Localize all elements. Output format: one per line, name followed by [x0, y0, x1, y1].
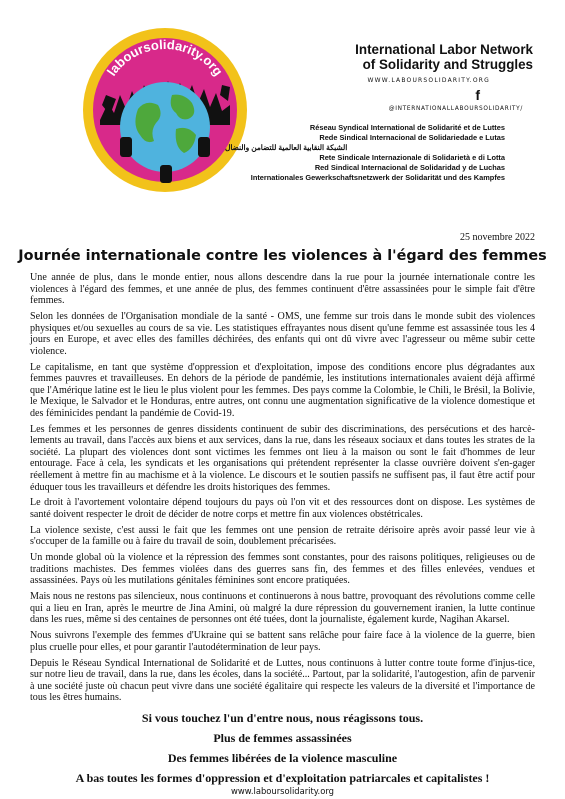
organization-title [275, 42, 533, 72]
paragraph: Selon les données de l'Organisation mondiale de la santé - OMS, une femme sur trois dans le monde subit des violences physiques et/ou sexuelles au cours de sa vie. Les statistiques effrayantes nous disent qu'une femme est assassinée tous les 4 jours en Europe, et avec elles des familles déchirées, des enfants qui ont dû vivre avec l'agresseur ou même subir cette violence. [30, 310, 535, 357]
website-text: WWW.LABOURSOLIDARITY.ORG [367, 77, 490, 84]
slogans [0, 708, 565, 788]
organization-title-line2: of Solidarity and Struggles [362, 57, 533, 72]
network-names [225, 123, 505, 183]
document-body [30, 272, 535, 708]
paragraph: Un monde global où la violence et la répression des femmes sont constantes, pour des raisons politiques, religieuses ou de traditions machistes. Des femmes violées dans des guerres sans fin, des femmes et des filles enlevées, vendues et assassinées. Pays où les mutilations génitales féminines sont encore pratiquées. [30, 552, 535, 587]
paragraph: Les femmes et les personnes de genres dissidents continuent de subir des discriminations, des persécutions et des harcè-lements au travail, dans l'accès aux biens et aux services, dans la rue, dans les réseaux sociaux et dans toutes les strates de la société. La plupart des violences dont sont victimes les femmes ont lieu à la maison ou sont le fait d'hommes de leur entourage. Face à cela, les syndicats et les organisations qui prétendent représenter la classe ouvrière doivent s'en-gager réellement à mettre fin au machisme et à la violence. Le discours et le soutien passifs ne suffisent pas, il faut être actif pour éduquer tous les travailleurs et défendre les droits historiques des femmes. [30, 423, 535, 493]
network-name-it: Rete Sindicale Internazionale di Solidarietà e di Lotta [319, 153, 505, 162]
network-name-ar: الشبكة النقابية العالمية للتضامن والنضال [225, 143, 348, 152]
network-name-pt: Rede Sindical Internacional de Solidariedade e Lutas [319, 133, 505, 142]
logo-arc-text: laboursolidarity.org [103, 36, 226, 79]
facebook-handle: @INTERNATIONALLABOURSOLIDARITY/ [388, 106, 523, 112]
facebook-icon: f [475, 87, 480, 103]
slogan: Des femmes libérées de la violence masculine [167, 751, 398, 765]
paragraph: Le droit à l'avortement volontaire dépend toujours du pays où l'on vit et des ressources dont on dispose. Les systèmes de santé doivent respecter le droit de décider de notre corps et mettre fin aux violences obstétricales. [30, 497, 535, 521]
slogan: Plus de femmes assassinées [213, 731, 352, 745]
paragraph: La violence sexiste, c'est aussi le fait que les femmes ont une pension de retraite dérisoire après avoir passé leur vie à s'occuper de la famille ou à faire du travail de soin, doublement précarisées. [30, 524, 535, 548]
slogan: A bas toutes les formes d'oppression et d'exploitation patriarcales et capitalistes ! [75, 771, 490, 785]
logo-globe [120, 82, 210, 172]
network-name-es: Red Sindical Internacional de Solidaridad y de Luchas [314, 163, 505, 172]
network-name-fr: Réseau Syndical International de Solidarité et de Luttes [309, 123, 505, 132]
network-name-de: Internationales Gewerkschaftsnetzwerk der Solidarität und des Kampfes [250, 173, 505, 182]
paragraph: Depuis le Réseau Syndical International de Solidarité et de Luttes, nous continuons à lutter contre toute forme d'injus-tice, sur notre lieu de travail, dans la rue, dans les écoles, dans la société... Partout, par la solidarité, l'autogestion, afin de parvenir à une société juste où chacun peut vivre dans une société égalitaire qui respecte les valeurs de la diversité et l'importance de tous les êtres humains. [30, 657, 535, 704]
paragraph: Mais nous ne restons pas silencieux, nous continuons et continuerons à nous battre, provoquant des révolutions comme celle qui a lieu en Iran, après le meurtre de Jina Amini, où malgré la dure répression du gouvernement iranien, la lutte continue dans les rues, même si des centaines de personnes ont été tuées, dont la journaliste, également kurde, Nagihan Akarsel. [30, 591, 535, 626]
paragraph: Nous suivrons l'exemple des femmes d'Ukraine qui se battent sans relâche pour faire face à la violence de la guerre, bien plus cruelle pour elles, et pour garantir l'autodétermination de leur pays. [30, 630, 535, 653]
slogan: Si vous touchez l'un d'entre nous, nous réagissons tous. [141, 711, 424, 725]
paragraph: Une année de plus, dans le monde entier, nous allons descendre dans la rue pour la journée internationale contre les violences à l'égard des femmes, et une année de plus, des femmes continuent d'être assassinées pour le simple fait d'être femmes. [30, 272, 535, 307]
organization-title-line1: International Labor Network [355, 42, 533, 57]
document-date: 25 novembre 2022 [460, 232, 535, 243]
footer-website: www.laboursolidarity.org [231, 786, 334, 796]
document-title: Journée internationale contre les violences à l'égard des femmes [18, 248, 547, 264]
paragraph: Le capitalisme, en tant que système d'oppression et d'exploitation, impose des conditions encore plus dégradantes aux femmes pauvres et travailleuses. En dehors de la période de pandémie, les institutions internationales avaient déjà affirmé que l'Amérique latine est le lieu le plus violent pour les femmes. Des pays comme la Colombie, le Chili, le Brésil, la Bolivie, le Mexique, le Salvador et le Honduras, entre autres, ont connu une augmentation significative de la violence domestique et des féminicides pendant la pandémie de Covid-19. [30, 361, 535, 419]
